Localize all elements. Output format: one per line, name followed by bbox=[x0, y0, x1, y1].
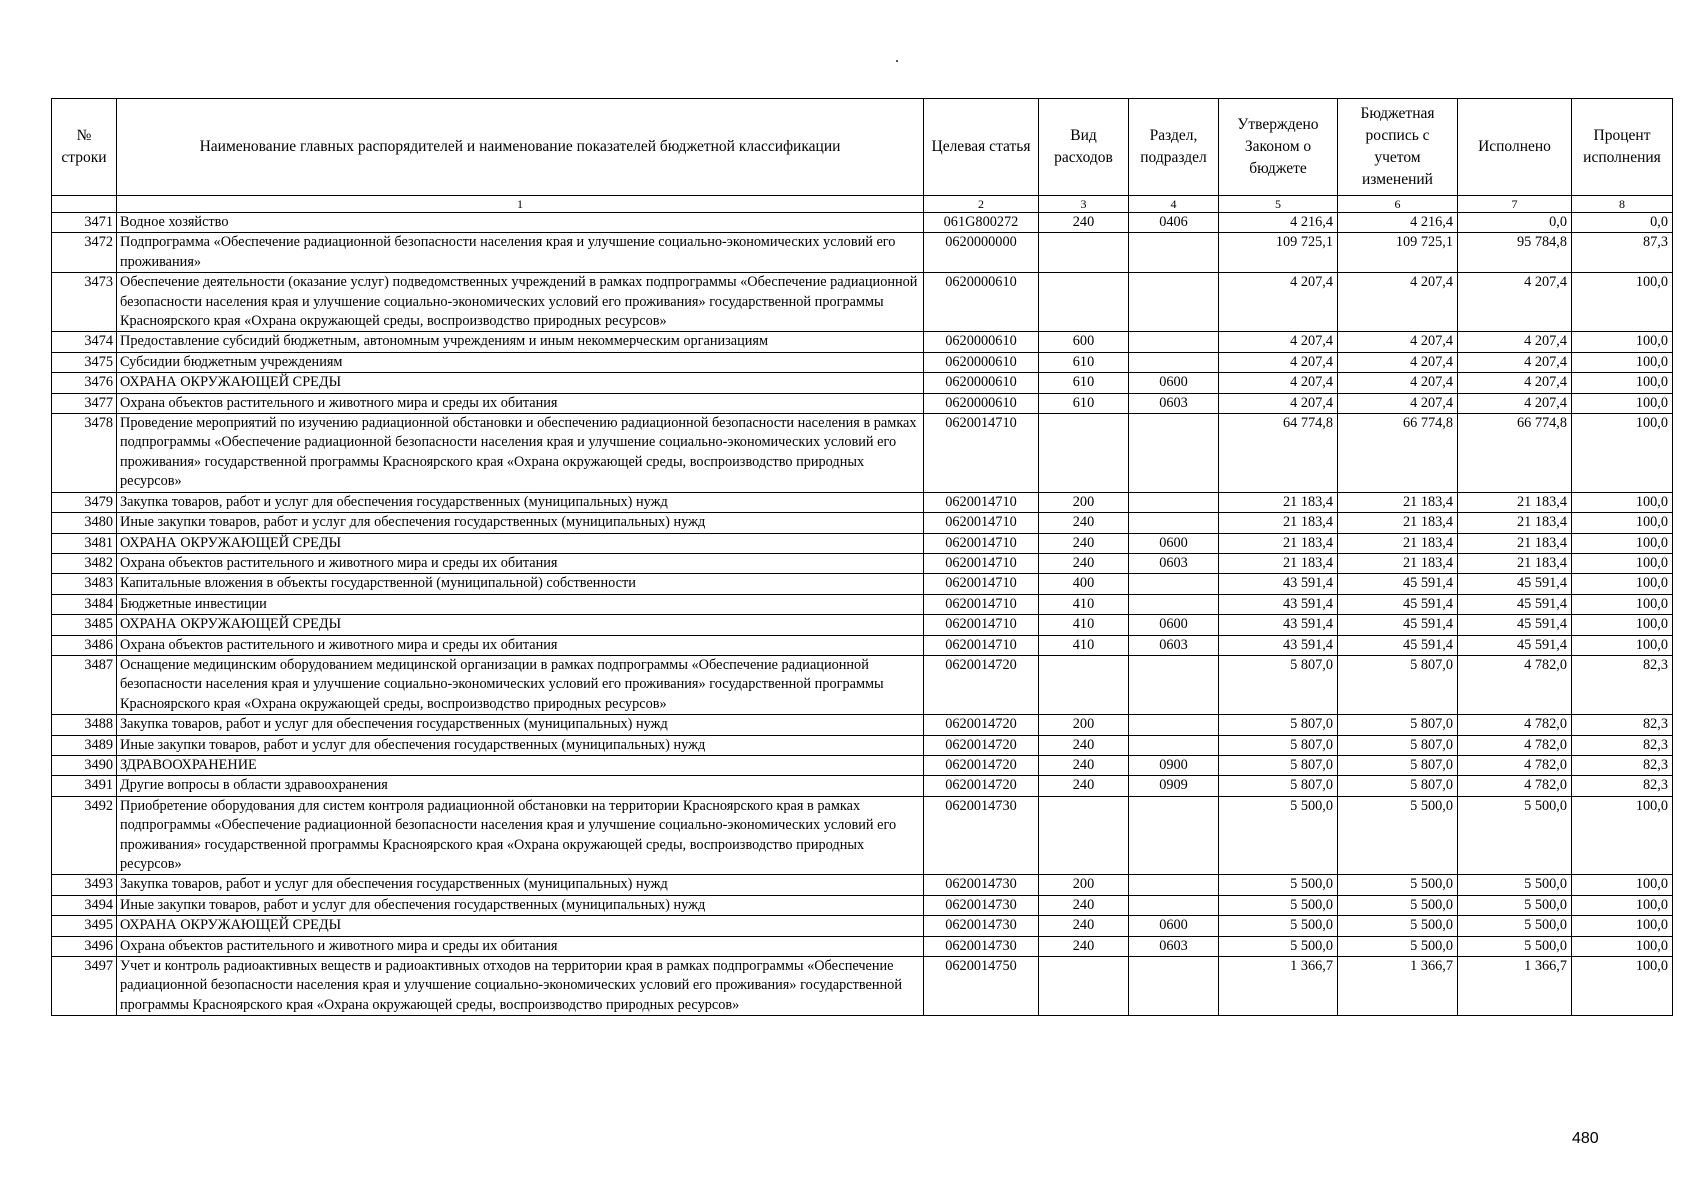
expense-kind-cell: 410 bbox=[1039, 615, 1129, 635]
percent-cell: 82,3 bbox=[1572, 776, 1673, 796]
table-header-row bbox=[52, 99, 1673, 196]
target-article-cell: 0620000610 bbox=[924, 273, 1039, 332]
row-name-cell: Оснащение медицинским оборудованием медицинской организации в рамках подпрограммы «Обеспечение радиационной безопасности населения края и улучшение социально-экономических условий его проживания» государственной программы Красноярского края «Охрана окружающей среды, воспроизводство природных ресурсов» bbox=[117, 655, 924, 714]
expense-kind-cell: 240 bbox=[1039, 553, 1129, 573]
row-number-cell: 3486 bbox=[52, 635, 117, 655]
section-cell bbox=[1129, 875, 1219, 895]
schedule-amount-cell: 5 807,0 bbox=[1338, 755, 1458, 775]
expense-kind-cell: 600 bbox=[1039, 332, 1129, 352]
header-budget-schedule: Бюджетная роспись с учетом изменений bbox=[1338, 99, 1458, 196]
approved-amount-cell: 43 591,4 bbox=[1219, 615, 1338, 635]
approved-amount-cell: 21 183,4 bbox=[1219, 513, 1338, 533]
row-name-cell: Иные закупки товаров, работ и услуг для обеспечения государственных (муниципальных) нужд bbox=[117, 513, 924, 533]
row-number-cell: 3495 bbox=[52, 916, 117, 936]
executed-amount-cell: 21 183,4 bbox=[1458, 513, 1572, 533]
row-number-cell: 3492 bbox=[52, 796, 117, 875]
approved-amount-cell: 64 774,8 bbox=[1219, 414, 1338, 493]
expense-kind-cell bbox=[1039, 233, 1129, 273]
row-number-cell: 3479 bbox=[52, 492, 117, 512]
row-name-cell: Предоставление субсидий бюджетным, автономным учреждениям и иным некоммерческим организациям bbox=[117, 332, 924, 352]
expense-kind-cell: 240 bbox=[1039, 735, 1129, 755]
section-cell bbox=[1129, 273, 1219, 332]
row-number-cell: 3472 bbox=[52, 233, 117, 273]
percent-cell: 100,0 bbox=[1572, 513, 1673, 533]
table-row bbox=[52, 655, 1673, 714]
row-name-cell: Капитальные вложения в объекты государственной (муниципальной) собственности bbox=[117, 574, 924, 594]
approved-amount-cell: 5 807,0 bbox=[1219, 715, 1338, 735]
row-name-cell: ЗДРАВООХРАНЕНИЕ bbox=[117, 755, 924, 775]
target-article-cell: 0620014720 bbox=[924, 715, 1039, 735]
executed-amount-cell: 95 784,8 bbox=[1458, 233, 1572, 273]
row-name-cell: Охрана объектов растительного и животного мира и среды их обитания bbox=[117, 936, 924, 956]
schedule-amount-cell: 5 500,0 bbox=[1338, 875, 1458, 895]
table-row bbox=[52, 776, 1673, 796]
table-row bbox=[52, 957, 1673, 1016]
target-article-cell: 0620014710 bbox=[924, 594, 1039, 614]
row-name-cell: ОХРАНА ОКРУЖАЮЩЕЙ СРЕДЫ bbox=[117, 373, 924, 393]
row-number-cell: 3474 bbox=[52, 332, 117, 352]
executed-amount-cell: 5 500,0 bbox=[1458, 916, 1572, 936]
column-number-blank bbox=[52, 196, 117, 213]
percent-cell: 100,0 bbox=[1572, 373, 1673, 393]
approved-amount-cell: 5 807,0 bbox=[1219, 655, 1338, 714]
row-name-cell: Закупка товаров, работ и услуг для обеспечения государственных (муниципальных) нужд bbox=[117, 492, 924, 512]
schedule-amount-cell: 5 500,0 bbox=[1338, 895, 1458, 915]
target-article-cell: 0620014750 bbox=[924, 957, 1039, 1016]
row-number-cell: 3490 bbox=[52, 755, 117, 775]
schedule-amount-cell: 45 591,4 bbox=[1338, 594, 1458, 614]
section-cell bbox=[1129, 715, 1219, 735]
executed-amount-cell: 4 207,4 bbox=[1458, 373, 1572, 393]
schedule-amount-cell: 5 807,0 bbox=[1338, 735, 1458, 755]
approved-amount-cell: 43 591,4 bbox=[1219, 594, 1338, 614]
executed-amount-cell: 5 500,0 bbox=[1458, 936, 1572, 956]
schedule-amount-cell: 4 207,4 bbox=[1338, 273, 1458, 332]
approved-amount-cell: 5 500,0 bbox=[1219, 916, 1338, 936]
expense-kind-cell: 200 bbox=[1039, 875, 1129, 895]
table-row bbox=[52, 373, 1673, 393]
table-row bbox=[52, 635, 1673, 655]
table-row bbox=[52, 513, 1673, 533]
schedule-amount-cell: 5 500,0 bbox=[1338, 796, 1458, 875]
executed-amount-cell: 21 183,4 bbox=[1458, 492, 1572, 512]
executed-amount-cell: 4 207,4 bbox=[1458, 352, 1572, 372]
expense-kind-cell: 410 bbox=[1039, 635, 1129, 655]
target-article-cell: 0620014710 bbox=[924, 414, 1039, 493]
header-name: Наименование главных распорядителей и наименование показателей бюджетной классификации bbox=[117, 99, 924, 196]
row-number-cell: 3496 bbox=[52, 936, 117, 956]
approved-amount-cell: 21 183,4 bbox=[1219, 533, 1338, 553]
expense-kind-cell: 240 bbox=[1039, 916, 1129, 936]
approved-amount-cell: 4 207,4 bbox=[1219, 373, 1338, 393]
expense-kind-cell: 200 bbox=[1039, 715, 1129, 735]
table-row bbox=[52, 273, 1673, 332]
row-name-cell: Проведение мероприятий по изучению радиационной обстановки и обеспечению радиационной безопасности населения в рамках подпрограммы «Обеспечение радиационной безопасности населения края и улучшение социально-экономических условий его проживания» государственной программы Красноярского края «Охрана окружающей среды, воспроизводство природных ресурсов» bbox=[117, 414, 924, 493]
percent-cell: 100,0 bbox=[1572, 352, 1673, 372]
row-number-cell: 3473 bbox=[52, 273, 117, 332]
percent-cell: 100,0 bbox=[1572, 492, 1673, 512]
expense-kind-cell: 240 bbox=[1039, 755, 1129, 775]
percent-cell: 82,3 bbox=[1572, 715, 1673, 735]
section-cell: 0406 bbox=[1129, 213, 1219, 233]
row-name-cell: Приобретение оборудования для систем контроля радиационной обстановки на территории Красноярского края в рамках подпрограммы «Обеспечение радиационной безопасности населения края и улучшение социально-экономических условий его проживания» государственной программы Красноярского края «Охрана окружающей среды, воспроизводство природных ресурсов» bbox=[117, 796, 924, 875]
header-target-article: Целевая статья bbox=[924, 99, 1039, 196]
executed-amount-cell: 4 782,0 bbox=[1458, 735, 1572, 755]
percent-cell: 100,0 bbox=[1572, 533, 1673, 553]
percent-cell: 100,0 bbox=[1572, 936, 1673, 956]
approved-amount-cell: 43 591,4 bbox=[1219, 635, 1338, 655]
schedule-amount-cell: 4 207,4 bbox=[1338, 393, 1458, 413]
percent-cell: 100,0 bbox=[1572, 895, 1673, 915]
row-name-cell: Охрана объектов растительного и животного мира и среды их обитания bbox=[117, 553, 924, 573]
row-name-cell: Субсидии бюджетным учреждениям bbox=[117, 352, 924, 372]
row-name-cell: Учет и контроль радиоактивных веществ и радиоактивных отходов на территории края в рамках подпрограммы «Обеспечение радиационной безопасности населения края и улучшение социально-экономических условий его проживания» государственной программы Красноярского края «Охрана окружающей среды, воспроизводство природных ресурсов» bbox=[117, 957, 924, 1016]
section-cell bbox=[1129, 574, 1219, 594]
row-number-cell: 3485 bbox=[52, 615, 117, 635]
schedule-amount-cell: 5 807,0 bbox=[1338, 776, 1458, 796]
approved-amount-cell: 4 207,4 bbox=[1219, 393, 1338, 413]
row-name-cell: Обеспечение деятельности (оказание услуг) подведомственных учреждений в рамках подпрограммы «Обеспечение радиационной безопасности населения края и улучшение социально-экономических условий его проживания» государственной программы Красноярского края «Охрана окружающей среды, воспроизводство природных ресурсов» bbox=[117, 273, 924, 332]
header-expense-kind: Вид расходов bbox=[1039, 99, 1129, 196]
section-cell bbox=[1129, 895, 1219, 915]
target-article-cell: 0620014710 bbox=[924, 553, 1039, 573]
expense-kind-cell: 610 bbox=[1039, 393, 1129, 413]
header-executed: Исполнено bbox=[1458, 99, 1572, 196]
table-row bbox=[52, 533, 1673, 553]
approved-amount-cell: 4 207,4 bbox=[1219, 332, 1338, 352]
row-number-cell: 3494 bbox=[52, 895, 117, 915]
percent-cell: 100,0 bbox=[1572, 916, 1673, 936]
expense-kind-cell: 410 bbox=[1039, 594, 1129, 614]
column-number: 4 bbox=[1129, 196, 1219, 213]
schedule-amount-cell: 4 207,4 bbox=[1338, 373, 1458, 393]
section-cell bbox=[1129, 513, 1219, 533]
table-row bbox=[52, 213, 1673, 233]
section-cell bbox=[1129, 796, 1219, 875]
expense-kind-cell bbox=[1039, 796, 1129, 875]
percent-cell: 100,0 bbox=[1572, 574, 1673, 594]
target-article-cell: 0620014710 bbox=[924, 615, 1039, 635]
table-row bbox=[52, 352, 1673, 372]
approved-amount-cell: 5 807,0 bbox=[1219, 776, 1338, 796]
target-article-cell: 0620014720 bbox=[924, 776, 1039, 796]
target-article-cell: 061G800272 bbox=[924, 213, 1039, 233]
target-article-cell: 0620014710 bbox=[924, 574, 1039, 594]
table-row bbox=[52, 553, 1673, 573]
row-number-cell: 3483 bbox=[52, 574, 117, 594]
approved-amount-cell: 21 183,4 bbox=[1219, 553, 1338, 573]
schedule-amount-cell: 5 807,0 bbox=[1338, 715, 1458, 735]
executed-amount-cell: 4 207,4 bbox=[1458, 393, 1572, 413]
executed-amount-cell: 4 782,0 bbox=[1458, 715, 1572, 735]
expense-kind-cell bbox=[1039, 414, 1129, 493]
target-article-cell: 0620000610 bbox=[924, 352, 1039, 372]
schedule-amount-cell: 5 807,0 bbox=[1338, 655, 1458, 714]
approved-amount-cell: 43 591,4 bbox=[1219, 574, 1338, 594]
executed-amount-cell: 45 591,4 bbox=[1458, 574, 1572, 594]
row-name-cell: Закупка товаров, работ и услуг для обеспечения государственных (муниципальных) нужд bbox=[117, 715, 924, 735]
row-name-cell: Охрана объектов растительного и животного мира и среды их обитания bbox=[117, 393, 924, 413]
section-cell bbox=[1129, 233, 1219, 273]
percent-cell: 82,3 bbox=[1572, 655, 1673, 714]
executed-amount-cell: 5 500,0 bbox=[1458, 875, 1572, 895]
section-cell: 0600 bbox=[1129, 916, 1219, 936]
column-number: 3 bbox=[1039, 196, 1129, 213]
row-number-cell: 3478 bbox=[52, 414, 117, 493]
percent-cell: 100,0 bbox=[1572, 635, 1673, 655]
row-name-cell: Бюджетные инвестиции bbox=[117, 594, 924, 614]
table-row bbox=[52, 735, 1673, 755]
target-article-cell: 0620014730 bbox=[924, 936, 1039, 956]
schedule-amount-cell: 4 207,4 bbox=[1338, 332, 1458, 352]
approved-amount-cell: 4 207,4 bbox=[1219, 273, 1338, 332]
table-row bbox=[52, 916, 1673, 936]
expense-kind-cell: 240 bbox=[1039, 533, 1129, 553]
target-article-cell: 0620000610 bbox=[924, 393, 1039, 413]
executed-amount-cell: 4 207,4 bbox=[1458, 273, 1572, 332]
section-cell bbox=[1129, 492, 1219, 512]
header-percent: Процент исполнения bbox=[1572, 99, 1673, 196]
schedule-amount-cell: 21 183,4 bbox=[1338, 533, 1458, 553]
row-name-cell: ОХРАНА ОКРУЖАЮЩЕЙ СРЕДЫ bbox=[117, 615, 924, 635]
column-number: 8 bbox=[1572, 196, 1673, 213]
schedule-amount-cell: 66 774,8 bbox=[1338, 414, 1458, 493]
section-cell bbox=[1129, 414, 1219, 493]
table-row bbox=[52, 393, 1673, 413]
expense-kind-cell: 610 bbox=[1039, 352, 1129, 372]
schedule-amount-cell: 109 725,1 bbox=[1338, 233, 1458, 273]
row-number-cell: 3477 bbox=[52, 393, 117, 413]
executed-amount-cell: 5 500,0 bbox=[1458, 895, 1572, 915]
table-row bbox=[52, 332, 1673, 352]
expense-kind-cell: 400 bbox=[1039, 574, 1129, 594]
section-cell bbox=[1129, 735, 1219, 755]
column-number: 1 bbox=[117, 196, 924, 213]
row-name-cell: Подпрограмма «Обеспечение радиационной безопасности населения края и улучшение социально-экономических условий его проживания» bbox=[117, 233, 924, 273]
table-row bbox=[52, 895, 1673, 915]
approved-amount-cell: 21 183,4 bbox=[1219, 492, 1338, 512]
table-row bbox=[52, 615, 1673, 635]
approved-amount-cell: 4 207,4 bbox=[1219, 352, 1338, 372]
row-number-cell: 3489 bbox=[52, 735, 117, 755]
approved-amount-cell: 5 500,0 bbox=[1219, 796, 1338, 875]
row-number-cell: 3480 bbox=[52, 513, 117, 533]
schedule-amount-cell: 45 591,4 bbox=[1338, 635, 1458, 655]
section-cell bbox=[1129, 957, 1219, 1016]
percent-cell: 82,3 bbox=[1572, 735, 1673, 755]
table-row bbox=[52, 492, 1673, 512]
table-row bbox=[52, 875, 1673, 895]
schedule-amount-cell: 5 500,0 bbox=[1338, 936, 1458, 956]
expense-kind-cell: 240 bbox=[1039, 895, 1129, 915]
percent-cell: 87,3 bbox=[1572, 233, 1673, 273]
row-number-cell: 3497 bbox=[52, 957, 117, 1016]
target-article-cell: 0620000610 bbox=[924, 373, 1039, 393]
target-article-cell: 0620000610 bbox=[924, 332, 1039, 352]
schedule-amount-cell: 21 183,4 bbox=[1338, 513, 1458, 533]
row-number-cell: 3481 bbox=[52, 533, 117, 553]
section-cell bbox=[1129, 352, 1219, 372]
section-cell bbox=[1129, 655, 1219, 714]
percent-cell: 100,0 bbox=[1572, 796, 1673, 875]
target-article-cell: 0620014720 bbox=[924, 655, 1039, 714]
percent-cell: 100,0 bbox=[1572, 414, 1673, 493]
header-row-number: № строки bbox=[52, 99, 117, 196]
table-row bbox=[52, 233, 1673, 273]
row-name-cell: Другие вопросы в области здравоохранения bbox=[117, 776, 924, 796]
page-number: 480 bbox=[1572, 1130, 1599, 1147]
approved-amount-cell: 5 807,0 bbox=[1219, 755, 1338, 775]
approved-amount-cell: 4 216,4 bbox=[1219, 213, 1338, 233]
schedule-amount-cell: 21 183,4 bbox=[1338, 553, 1458, 573]
expense-kind-cell: 240 bbox=[1039, 936, 1129, 956]
target-article-cell: 0620014730 bbox=[924, 796, 1039, 875]
target-article-cell: 0620014730 bbox=[924, 895, 1039, 915]
approved-amount-cell: 1 366,7 bbox=[1219, 957, 1338, 1016]
section-cell bbox=[1129, 594, 1219, 614]
row-number-cell: 3491 bbox=[52, 776, 117, 796]
section-cell bbox=[1129, 332, 1219, 352]
column-number: 5 bbox=[1219, 196, 1338, 213]
section-cell: 0600 bbox=[1129, 533, 1219, 553]
executed-amount-cell: 45 591,4 bbox=[1458, 615, 1572, 635]
percent-cell: 82,3 bbox=[1572, 755, 1673, 775]
table-row bbox=[52, 574, 1673, 594]
schedule-amount-cell: 45 591,4 bbox=[1338, 574, 1458, 594]
budget-execution-table bbox=[51, 98, 1673, 1016]
executed-amount-cell: 21 183,4 bbox=[1458, 533, 1572, 553]
section-cell: 0909 bbox=[1129, 776, 1219, 796]
expense-kind-cell bbox=[1039, 957, 1129, 1016]
header-section: Раздел, подраздел bbox=[1129, 99, 1219, 196]
column-number: 2 bbox=[924, 196, 1039, 213]
row-name-cell: Закупка товаров, работ и услуг для обеспечения государственных (муниципальных) нужд bbox=[117, 875, 924, 895]
table-row bbox=[52, 594, 1673, 614]
table-row bbox=[52, 796, 1673, 875]
percent-cell: 100,0 bbox=[1572, 393, 1673, 413]
executed-amount-cell: 1 366,7 bbox=[1458, 957, 1572, 1016]
target-article-cell: 0620014730 bbox=[924, 875, 1039, 895]
row-number-cell: 3488 bbox=[52, 715, 117, 735]
target-article-cell: 0620014720 bbox=[924, 755, 1039, 775]
target-article-cell: 0620014710 bbox=[924, 492, 1039, 512]
row-number-cell: 3487 bbox=[52, 655, 117, 714]
expense-kind-cell: 200 bbox=[1039, 492, 1129, 512]
approved-amount-cell: 5 807,0 bbox=[1219, 735, 1338, 755]
approved-amount-cell: 5 500,0 bbox=[1219, 936, 1338, 956]
schedule-amount-cell: 4 216,4 bbox=[1338, 213, 1458, 233]
expense-kind-cell bbox=[1039, 655, 1129, 714]
executed-amount-cell: 5 500,0 bbox=[1458, 796, 1572, 875]
row-number-cell: 3475 bbox=[52, 352, 117, 372]
row-number-cell: 3476 bbox=[52, 373, 117, 393]
target-article-cell: 0620014710 bbox=[924, 513, 1039, 533]
row-number-cell: 3482 bbox=[52, 553, 117, 573]
section-cell: 0603 bbox=[1129, 553, 1219, 573]
approved-amount-cell: 5 500,0 bbox=[1219, 895, 1338, 915]
target-article-cell: 0620014710 bbox=[924, 533, 1039, 553]
schedule-amount-cell: 4 207,4 bbox=[1338, 352, 1458, 372]
section-cell: 0600 bbox=[1129, 615, 1219, 635]
section-cell: 0603 bbox=[1129, 635, 1219, 655]
executed-amount-cell: 45 591,4 bbox=[1458, 594, 1572, 614]
table-row bbox=[52, 755, 1673, 775]
row-name-cell: Иные закупки товаров, работ и услуг для обеспечения государственных (муниципальных) нужд bbox=[117, 735, 924, 755]
section-cell: 0603 bbox=[1129, 936, 1219, 956]
column-number-row bbox=[52, 196, 1673, 213]
approved-amount-cell: 5 500,0 bbox=[1219, 875, 1338, 895]
executed-amount-cell: 66 774,8 bbox=[1458, 414, 1572, 493]
row-name-cell: Охрана объектов растительного и животного мира и среды их обитания bbox=[117, 635, 924, 655]
expense-kind-cell: 240 bbox=[1039, 776, 1129, 796]
row-number-cell: 3493 bbox=[52, 875, 117, 895]
schedule-amount-cell: 45 591,4 bbox=[1338, 615, 1458, 635]
section-cell: 0600 bbox=[1129, 373, 1219, 393]
executed-amount-cell: 4 782,0 bbox=[1458, 655, 1572, 714]
expense-kind-cell: 240 bbox=[1039, 213, 1129, 233]
column-number: 7 bbox=[1458, 196, 1572, 213]
percent-cell: 100,0 bbox=[1572, 875, 1673, 895]
target-article-cell: 0620014720 bbox=[924, 735, 1039, 755]
table-row bbox=[52, 414, 1673, 493]
executed-amount-cell: 4 207,4 bbox=[1458, 332, 1572, 352]
percent-cell: 100,0 bbox=[1572, 273, 1673, 332]
section-cell: 0603 bbox=[1129, 393, 1219, 413]
expense-kind-cell: 240 bbox=[1039, 513, 1129, 533]
row-name-cell: Водное хозяйство bbox=[117, 213, 924, 233]
target-article-cell: 0620000000 bbox=[924, 233, 1039, 273]
header-approved: Утверждено Законом о бюджете bbox=[1219, 99, 1338, 196]
table-row bbox=[52, 715, 1673, 735]
section-cell: 0900 bbox=[1129, 755, 1219, 775]
column-number: 6 bbox=[1338, 196, 1458, 213]
row-number-cell: 3471 bbox=[52, 213, 117, 233]
executed-amount-cell: 4 782,0 bbox=[1458, 755, 1572, 775]
percent-cell: 100,0 bbox=[1572, 957, 1673, 1016]
row-name-cell: ОХРАНА ОКРУЖАЮЩЕЙ СРЕДЫ bbox=[117, 533, 924, 553]
row-number-cell: 3484 bbox=[52, 594, 117, 614]
row-name-cell: ОХРАНА ОКРУЖАЮЩЕЙ СРЕДЫ bbox=[117, 916, 924, 936]
table-row bbox=[52, 936, 1673, 956]
executed-amount-cell: 4 782,0 bbox=[1458, 776, 1572, 796]
schedule-amount-cell: 21 183,4 bbox=[1338, 492, 1458, 512]
executed-amount-cell: 21 183,4 bbox=[1458, 553, 1572, 573]
scan-speck bbox=[896, 60, 898, 62]
target-article-cell: 0620014710 bbox=[924, 635, 1039, 655]
percent-cell: 0,0 bbox=[1572, 213, 1673, 233]
schedule-amount-cell: 5 500,0 bbox=[1338, 916, 1458, 936]
percent-cell: 100,0 bbox=[1572, 332, 1673, 352]
approved-amount-cell: 109 725,1 bbox=[1219, 233, 1338, 273]
percent-cell: 100,0 bbox=[1572, 553, 1673, 573]
expense-kind-cell bbox=[1039, 273, 1129, 332]
schedule-amount-cell: 1 366,7 bbox=[1338, 957, 1458, 1016]
percent-cell: 100,0 bbox=[1572, 615, 1673, 635]
target-article-cell: 0620014730 bbox=[924, 916, 1039, 936]
percent-cell: 100,0 bbox=[1572, 594, 1673, 614]
executed-amount-cell: 45 591,4 bbox=[1458, 635, 1572, 655]
executed-amount-cell: 0,0 bbox=[1458, 213, 1572, 233]
row-name-cell: Иные закупки товаров, работ и услуг для обеспечения государственных (муниципальных) нужд bbox=[117, 895, 924, 915]
expense-kind-cell: 610 bbox=[1039, 373, 1129, 393]
